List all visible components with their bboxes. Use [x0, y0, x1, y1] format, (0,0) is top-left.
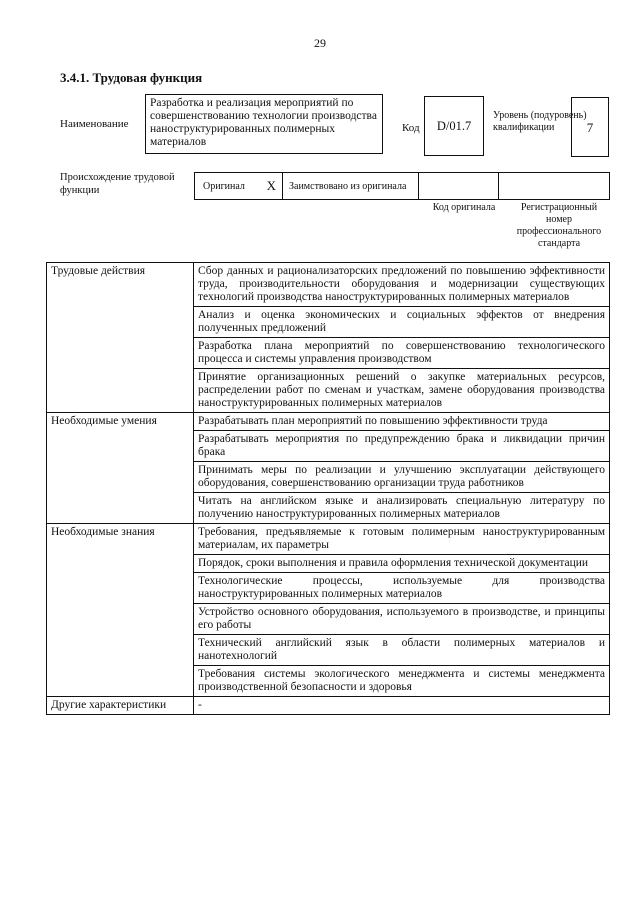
skills-item: Разрабатывать план мероприятий по повышению эффективности труда	[194, 413, 610, 431]
knowledge-item: Требования, предъявляемые к готовым полимерным наноструктурированным материалам, их параметры	[194, 524, 610, 555]
table-row	[47, 413, 610, 431]
knowledge-item: Требования системы экологического менеджмента и системы менеджмента производственной безопасности и здоровья	[194, 666, 610, 697]
name-label: Наименование	[60, 118, 129, 130]
origin-code-cell	[419, 173, 499, 199]
registration-number-caption: Регистрационный номер профессионального стандарта	[516, 202, 602, 249]
origin-label: Происхождение трудовой функции	[60, 172, 175, 196]
table-row	[47, 263, 610, 307]
actions-item: Анализ и оценка экономических и социальных эффектов от внедрения полученных предложений	[194, 307, 610, 338]
level-label: Уровень (подуровень) квалификации	[493, 110, 587, 133]
knowledge-item: Порядок, сроки выполнения и правила оформления технической документации	[194, 555, 610, 573]
actions-label: Трудовые действия	[47, 263, 194, 413]
knowledge-item: Технический английский язык в области полимерных материалов и нанотехнологий	[194, 635, 610, 666]
original-code-caption: Код оригинала	[432, 202, 496, 213]
actions-item: Принятие организационных решений о закупке материальных ресурсов, распределении работ по сменам и участкам, замене оборудования производства наноструктурированных полимерных материалов	[194, 369, 610, 413]
origin-original-label: Оригинал	[203, 180, 245, 192]
knowledge-label: Необходимые знания	[47, 524, 194, 697]
skills-item: Читать на английском языке и анализировать специальную литературу по получению наноструктурированных полимерных материалов	[194, 493, 610, 524]
other-label: Другие характеристики	[47, 697, 194, 715]
code-box: D/01.7	[424, 96, 484, 156]
page-number: 29	[314, 36, 326, 50]
knowledge-item: Технологические процессы, используемые для производства наноструктурированных полимерных материалов	[194, 573, 610, 604]
knowledge-item: Устройство основного оборудования, используемого в производстве, и принципы его работы	[194, 604, 610, 635]
function-table	[46, 262, 610, 715]
level-box: 7	[571, 97, 609, 157]
section-heading: 3.4.1. Трудовая функция	[60, 70, 203, 85]
origin-mark: X	[266, 178, 276, 193]
skills-item: Разрабатывать мероприятия по предупреждению брака и ликвидации причин брака	[194, 431, 610, 462]
skills-item: Принимать меры по реализации и улучшению эксплуатации действующего оборудования, совершенствованию организации труда работников	[194, 462, 610, 493]
origin-original-cell	[195, 173, 283, 199]
function-name-box: Разработка и реализация мероприятий по совершенствованию технологии производства наноструктурированных полимерных материалов	[145, 94, 383, 154]
origin-borrowed-cell: Заимствовано из оригинала	[283, 173, 419, 199]
code-label: Код	[402, 122, 420, 134]
actions-item: Сбор данных и рационализаторских предложений по повышению эффективности труда, производительности оборудования и модернизации существующих технологий производства наноструктурированных полимерных материалов	[194, 263, 610, 307]
other-value: -	[194, 697, 610, 715]
origin-reg-cell	[499, 173, 609, 199]
table-row	[47, 697, 610, 715]
table-row	[47, 524, 610, 555]
actions-item: Разработка плана мероприятий по совершенствованию технологического процесса и системы управления производством	[194, 338, 610, 369]
origin-row	[194, 172, 610, 200]
skills-label: Необходимые умения	[47, 413, 194, 524]
